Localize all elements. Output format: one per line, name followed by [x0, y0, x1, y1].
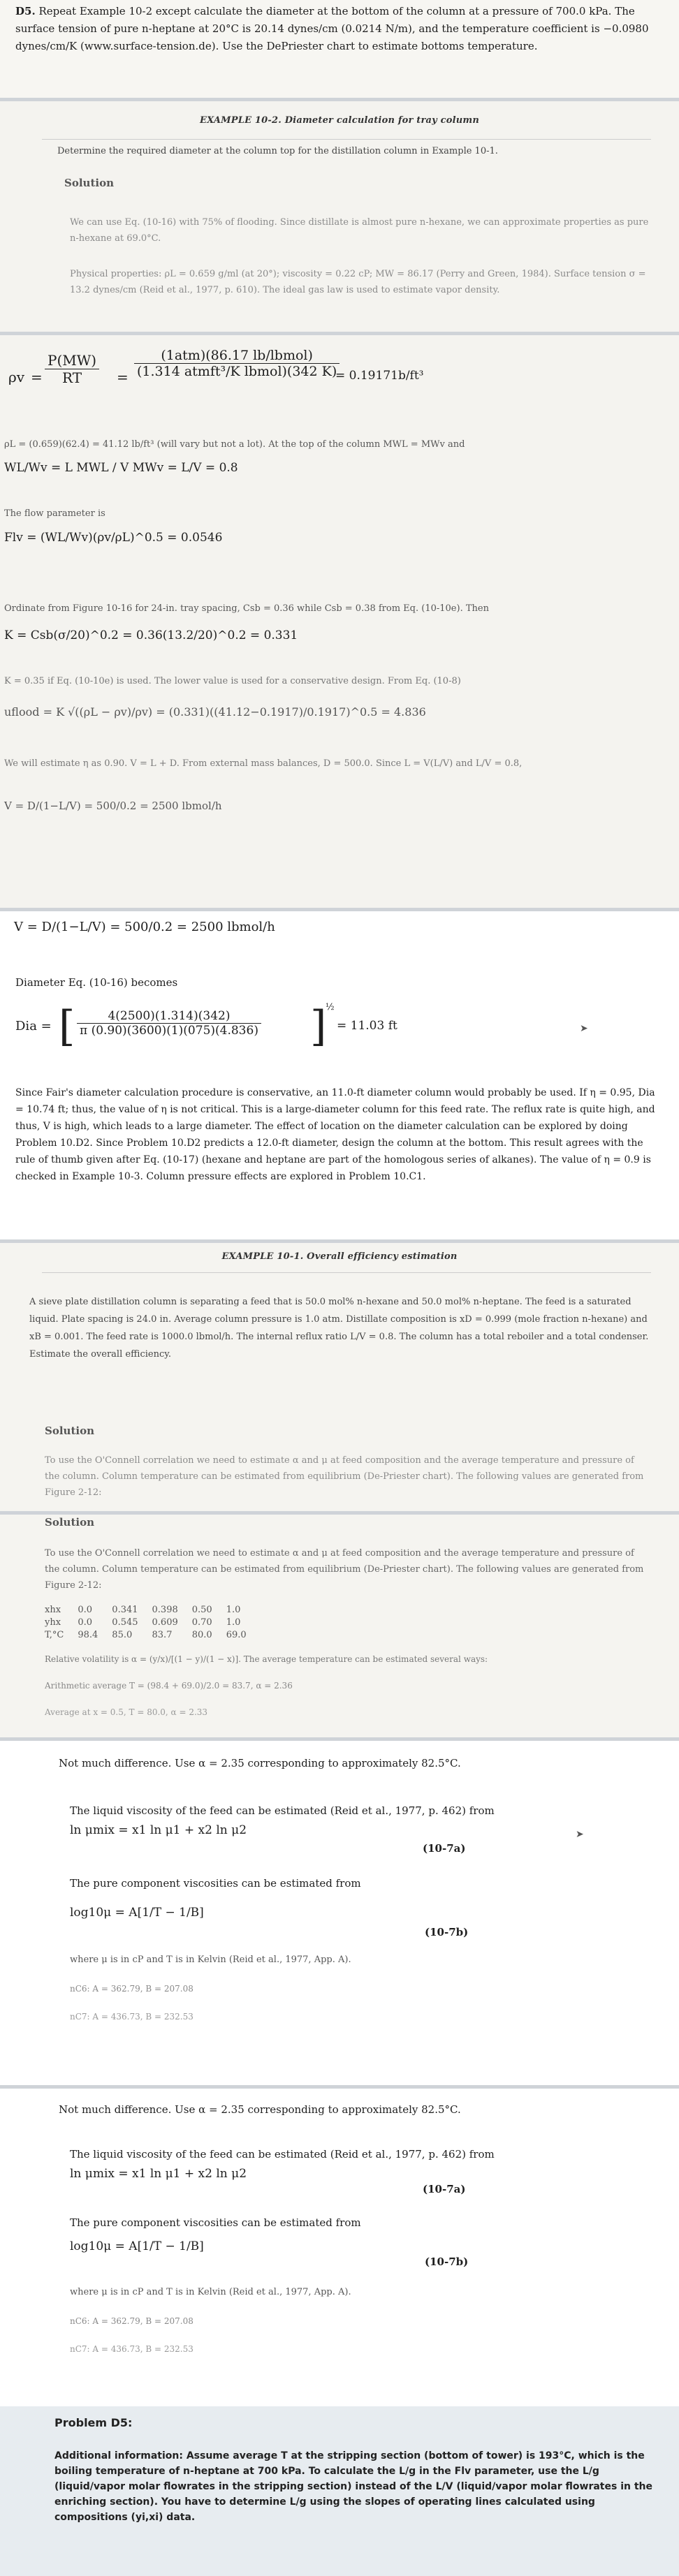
not-much-difference-text: Not much difference. Use α = 2.35 corresponding to approximately 82.5°C.: [59, 1757, 461, 1769]
table-cell: 83.7: [152, 1630, 173, 1640]
dia-exponent: ½: [326, 1002, 335, 1013]
pmw-over-rt: [45, 352, 99, 386]
problem-d5-additional-info: Additional information: Assume average T at the stripping section (bottom of tower) is 193°C, which is the boiling temperature of n-heptane at 700 kPa. To calculate the L/g in the Flv parameter, use the L/g (liquid/vapor molar flowrates in the stripping section) instead of the L/V (liquid/vapor molar flowrates in the enriching section). You have to determine L/g using the slopes of operating lines calculated using compositions (yi,xi) data.: [54, 2450, 652, 2523]
solution-label: Solution: [64, 177, 114, 189]
relative-volatility-text: Relative volatility is α = (y/x)/[(1 − y)/(1 − x)]. The average temperature can be estimated several ways:: [45, 1654, 488, 1664]
solution-label: Solution: [45, 1425, 94, 1437]
liquid-density-line: ρL = (0.659)(62.4) = 41.12 lb/ft³ (will vary but not a lot). At the top of the column MWL = MWv and: [4, 439, 465, 450]
efficiency-text: We will estimate η as 0.90. V = L + D. From external mass balances, D = 500.0. Since L = V(L/V) and L/V = 0.8,: [4, 758, 523, 769]
example-10-1-section: [0, 1243, 679, 1511]
problem-statement: [15, 3, 665, 55]
nc6-constants: nC6: A = 362.79, B = 207.08: [70, 2316, 194, 2326]
eq-10-7b: log10μ = A[1/T − 1/B]: [70, 1906, 204, 1920]
dia-result: = 11.03 ft: [337, 1019, 397, 1033]
table-cell: 0.70: [191, 1617, 212, 1628]
table-cell: 69.0: [226, 1630, 247, 1640]
eq-10-7a: ln μmix = x1 ln μ1 + x2 ln μ2: [70, 1823, 247, 1837]
table-cell: 0.398: [152, 1605, 178, 1615]
dia-symbol: Dia =: [15, 1019, 52, 1033]
table-cell: xhx: [45, 1605, 61, 1615]
table-cell: 1.0: [226, 1605, 241, 1615]
solution-text: To use the O'Connell correlation we need to estimate α and μ at feed composition and the average temperature and pressure of the column. Column temperature can be estimated from equilibrium (De-Priester chart). The following values are generated from Figure 2-12:: [45, 1548, 644, 1591]
frac-numerator: 4(2500)(1.314)(342): [77, 1009, 261, 1024]
nc7-constants: nC7: A = 436.73, B = 232.53: [70, 2012, 194, 2022]
solution-table-section: [0, 1515, 679, 1737]
diameter-intro: Diameter Eq. (10-16) becomes: [15, 976, 178, 989]
left-bracket: [: [59, 1002, 75, 1051]
example-header: EXAMPLE 10-2. Diameter calculation for tray column: [199, 115, 480, 126]
dia-fraction: [77, 1009, 261, 1038]
eq-10-7b: log10μ = A[1/T − 1/B]: [70, 2239, 204, 2253]
diameter-section: [0, 911, 679, 1239]
arithmetic-average-text: Arithmetic average T = (98.4 + 69.0)/2.0 = 83.7, α = 2.36: [45, 1681, 293, 1691]
table-cell: 80.0: [191, 1630, 212, 1640]
example-statement: Determine the required diameter at the column top for the distillation column in Example 10-1.: [57, 146, 498, 156]
v-equation-faded: V = D/(1−L/V) = 500/0.2 = 2500 lbmol/h: [4, 800, 222, 812]
problem-text: Repeat Example 10-2 except calculate the diameter at the bottom of the column at a pressure of 700.0 kPa. The surface tension of pure n-heptane at 20°C is 20.14 dynes/cm (0.0214 N/m), and the temperature coefficient is −0.0980 dynes/cm/K (www.surface-tension.de). Use the DePriester chart to estimate bottoms temperature.: [15, 5, 649, 52]
liquid-viscosity-text: The liquid viscosity of the feed can be estimated (Reid et al., 1977, p. 462) from: [70, 2148, 495, 2161]
problem-statement-section: [0, 0, 679, 98]
equilibrium-table: [45, 1604, 261, 1642]
table-cell: 0.609: [152, 1617, 178, 1628]
frac-denominator: RT: [62, 369, 82, 386]
nc6-constants: nC6: A = 362.79, B = 207.08: [70, 1984, 194, 1994]
eq-result: = 0.19171b/ft³: [335, 369, 424, 383]
problem-label: D5.: [15, 5, 36, 17]
eq-10-7a: ln μmix = x1 ln μ1 + x2 ln μ2: [70, 2167, 247, 2181]
nc7-constants: nC7: A = 436.73, B = 232.53: [70, 2344, 194, 2354]
cursor-arrow-icon: ➤: [580, 1023, 588, 1034]
ordinate-text: Ordinate from Figure 10-16 for 24-in. tray spacing, Csb = 0.36 while Csb = 0.38 from Eq. (10-10e). Then: [4, 603, 489, 614]
frac-numerator: (1atm)(86.17 lb/lbmol): [134, 348, 340, 364]
k-note: K = 0.35 if Eq. (10-10e) is used. The lower value is used for a conservative design. From Eq. (10-8): [4, 676, 461, 686]
rho-v-symbol: ρv: [8, 369, 25, 385]
average-x-text: Average at x = 0.5, T = 80.0, α = 2.33: [45, 1707, 208, 1717]
k-equation: K = Csb(σ/20)^0.2 = 0.36(13.2/20)^0.2 = 0.331: [4, 628, 298, 642]
table-row: [45, 1604, 261, 1617]
header-rule: [42, 1272, 651, 1273]
viscosity-section-1: [0, 1741, 679, 2085]
example-10-2-header-section: [0, 101, 679, 332]
flow-parameter-text: The flow parameter is: [4, 508, 105, 519]
right-bracket: ]: [310, 1002, 327, 1051]
example-header: EXAMPLE 10-1. Overall efficiency estimation: [221, 1251, 458, 1262]
pure-component-text: The pure component viscosities can be estimated from: [70, 2216, 361, 2229]
table-cell: 0.0: [78, 1605, 93, 1615]
table-row: [45, 1617, 261, 1629]
eq-10-7a-number: (10-7a): [423, 2183, 466, 2195]
vapor-density-equation: [8, 348, 665, 425]
table-cell: 0.50: [191, 1605, 212, 1615]
v-equation: V = D/(1−L/V) = 500/0.2 = 2500 lbmol/h: [14, 920, 275, 934]
physical-properties: Physical properties: ρL = 0.659 g/ml (at 20°); viscosity = 0.22 cP; MW = 86.17 (Perry and Green, 1984). Surface tension σ = 13.2 dynes/cm (Reid et al., 1977, p. 610). The ideal gas law is used to estimate vapor density.: [70, 269, 646, 295]
solution-text: We can use Eq. (10-16) with 75% of flooding. Since distillate is almost pure n-hexane, we can approximate properties as pure n-hexane at 69.0°C.: [70, 217, 649, 244]
diameter-paragraph: Since Fair's diameter calculation procedure is conservative, an 11.0-ft diameter column would probably be used. If η = 0.95, Dia = 10.74 ft; thus, the value of η is not critical. This is a large-diameter column for this feed rate. The reflux rate is quite high, and thus, V is high, which leads to a large diameter. The effect of location on the diameter calculation can be explored by doing Problem 10.D2. Since Problem 10.D2 predicts a 12.0-ft diameter, design the column at the bottom. This result agrees with the rule of thumb given after Eq. (10-17) (hexane and heptane are part of the homologous series of alkanes). The value of η = 0.9 is checked in Example 10-3. Column pressure effects are explored in Problem 10.C1.: [15, 1087, 655, 1182]
eq-10-7b-number: (10-7b): [425, 2255, 469, 2268]
frac-denominator: π (0.90)(3600)(1)(075)(4.836): [80, 1024, 258, 1038]
table-cell: 85.0: [112, 1630, 133, 1640]
header-rule: [42, 139, 651, 140]
table-cell: 98.4: [78, 1630, 98, 1640]
equals-sign: =: [117, 369, 129, 385]
pure-component-text: The pure component viscosities can be estimated from: [70, 1877, 361, 1890]
eq-10-7a-number: (10-7a): [423, 1842, 466, 1855]
table-cell: T,°C: [45, 1630, 64, 1640]
problem-d5-info-section: [0, 2406, 679, 2576]
not-much-difference-text: Not much difference. Use α = 2.35 corresponding to approximately 82.5°C.: [59, 2103, 461, 2116]
example-statement: A sieve plate distillation column is separating a feed that is 50.0 mol% n-hexane and 50.0 mol% n-heptane. The feed is a saturated liquid. Plate spacing is 24.0 in. Average column pressure is 1.0 atm. Distillate composition is xD = 0.999 (mole fraction n-hexane) and xB = 0.001. The feed rate is 1000.0 lbmol/h. The internal reflux ratio L/V = 0.8. The column has a total reboiler and a total condenser. Estimate the overall efficiency.: [29, 1297, 649, 1360]
frac-numerator: P(MW): [45, 352, 99, 369]
solution-text: To use the O'Connell correlation we need to estimate α and μ at feed composition and the average temperature and pressure of the column. Column temperature can be estimated from equilibrium (De-Priester chart). The following values are generated from Figure 2-12:: [45, 1455, 644, 1498]
table-cell: 0.545: [112, 1617, 138, 1628]
flv-equation: Flv = (WL/Wv)(ρv/ρL)^0.5 = 0.0546: [4, 531, 223, 545]
equals-sign: =: [31, 369, 43, 385]
table-cell: yhx: [45, 1617, 61, 1628]
where-text: where μ is in cP and T is in Kelvin (Reid et al., 1977, App. A).: [70, 2287, 351, 2297]
frac-denominator: (1.314 atmft³/K lbmol)(342 K): [137, 364, 337, 379]
eq-10-7b-number: (10-7b): [425, 1926, 469, 1938]
diameter-equation: [15, 1002, 644, 1058]
wl-wv-equation: WL/Wv = L MWL / V MWv = L/V = 0.8: [4, 461, 238, 475]
problem-d5-title: Problem D5:: [54, 2416, 133, 2429]
cursor-arrow-icon: ➤: [576, 1829, 584, 1840]
liquid-viscosity-text: The liquid viscosity of the feed can be estimated (Reid et al., 1977, p. 462) from: [70, 1804, 495, 1817]
where-text: where μ is in cP and T is in Kelvin (Reid et al., 1977, App. A).: [70, 1955, 351, 1965]
ideal-gas-fraction: [134, 348, 340, 379]
table-cell: 0.341: [112, 1605, 138, 1615]
table-cell: 1.0: [226, 1617, 241, 1628]
table-cell: 0.0: [78, 1617, 93, 1628]
uflood-equation: uflood = K √((ρL − ρv)/ρv) = (0.331)((41.12−0.1917)/0.1917)^0.5 = 4.836: [4, 705, 426, 719]
table-row: [45, 1629, 261, 1642]
equations-section: [0, 335, 679, 908]
viscosity-section-2: [0, 2089, 679, 2406]
solution-label: Solution: [45, 1516, 94, 1529]
